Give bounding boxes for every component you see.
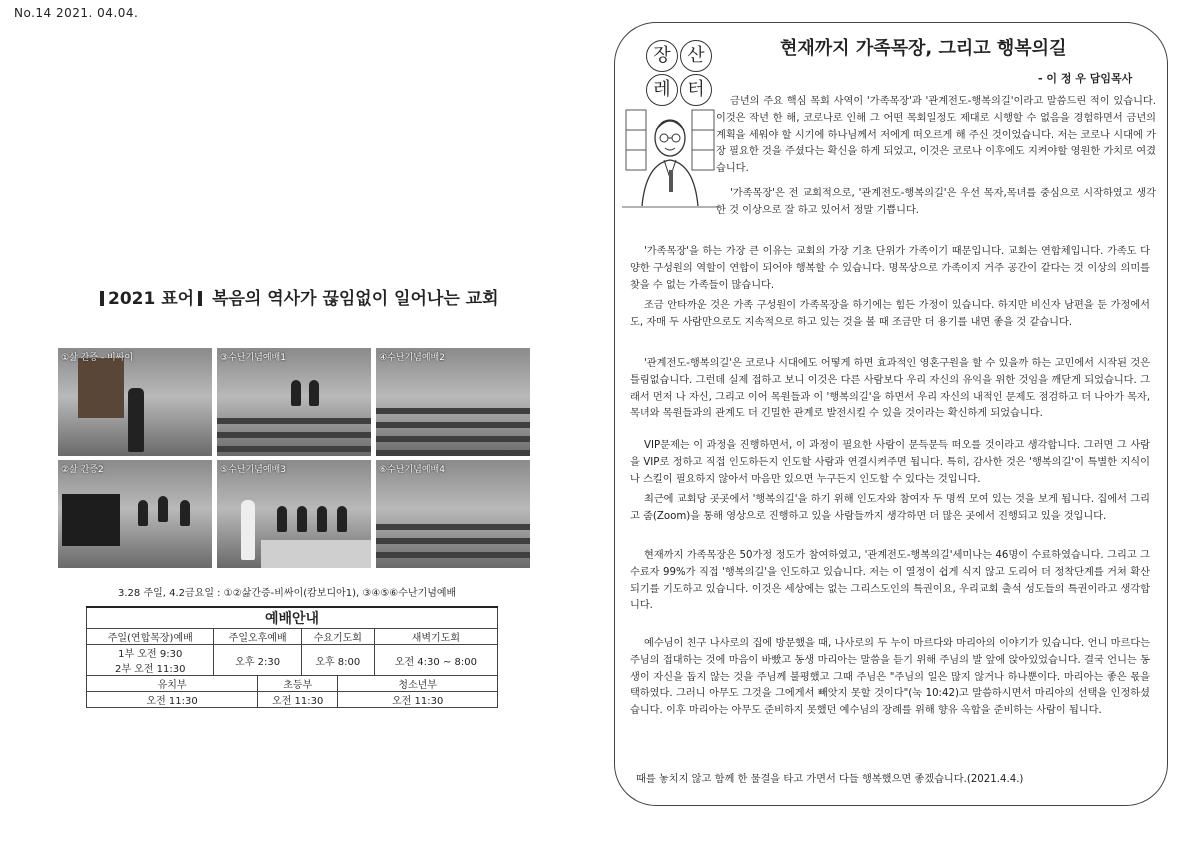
service-header: 주일오후예배: [214, 629, 301, 645]
department-time: 오전 11:30: [258, 692, 338, 708]
letter-paragraph: 예수님이 친구 나사로의 집에 방문했을 때, 나사로의 두 누이 마르다와 마리아의 이야기가 있습니다. 언니 마르다는 주님의 접대하는 것에 마음이 바빴고 동생 마리아는 말씀을 듣기 위해 주님의 발 앞에 앉아있었습니다. 결국 언니는 동생이 자신을 돕지 않는 것을 주님께 불평했고 그때 주님은 "주님의 일은 많지 않거나 하나뿐이다. 마리아는 좋은 몫을 택하였다. 그러니 아무도 그것을 그에게서 빼앗지 못할 것이다"(눅 10:42)고 말씀하시면서 마리아의 선택을 인정하셨습니다. 이후 마리아는 아무도 준비하지 못했던 예수님의 장례를 위해 향유 옥합을 준비하는 사람이 됩니다.: [630, 638, 1150, 717]
pew: [217, 446, 371, 452]
pew: [376, 450, 530, 456]
department-time: 오전 11:30: [87, 692, 258, 708]
photo-caption-2: ②삶 간증2: [61, 465, 104, 475]
pastor-portrait-illustration: [622, 108, 718, 208]
service-schedule-title: 예배안내: [87, 607, 498, 629]
letter-badge: 장: [646, 40, 678, 72]
figure: [317, 506, 327, 532]
figure: [309, 380, 319, 406]
photo-caption-5: ⑤수난기념예배3: [220, 465, 286, 475]
service-time-line: 1부 오전 9:30: [118, 649, 183, 660]
photo-collage: [58, 348, 530, 572]
department-header: 청소년부: [338, 676, 498, 692]
letter-author: - 이 정 우 담임목사: [1038, 72, 1133, 85]
pulpit: [78, 358, 124, 418]
pew: [376, 408, 530, 414]
service-time: [87, 645, 214, 676]
figure: [277, 506, 287, 532]
service-header: 새벽기도회: [374, 629, 497, 645]
service-schedule-table: [86, 606, 498, 708]
letter-closing: 때를 놓치지 않고 함께 한 물결을 타고 가면서 다들 행복했으면 좋겠습니다.(2021.4.4.): [636, 774, 1024, 785]
figure: [158, 496, 168, 522]
pew: [217, 418, 371, 424]
church-motto: [100, 284, 499, 309]
photo-testimony-2: [58, 460, 212, 568]
photo-caption-1: ①삶 간증 - 비싸이: [61, 353, 134, 363]
motto-bar-left: [100, 291, 104, 306]
piano: [62, 494, 120, 546]
pew: [217, 432, 371, 438]
department-header: 유치부: [87, 676, 258, 692]
pew: [376, 436, 530, 442]
letter-paragraph: '가족목장'은 전 교회적으로, '관계전도-행복의길'은 우선 목자,목녀를 중심으로 시작하였고 생각한 것 이상으로 잘 하고 있어서 정말 기쁩니다.: [716, 188, 1156, 216]
motto-bar-right: [198, 291, 202, 306]
pew: [376, 524, 530, 530]
pew: [376, 422, 530, 428]
pew: [376, 552, 530, 558]
pew: [376, 538, 530, 544]
photo-passion-service-1: [217, 348, 371, 456]
motto-text: 복음의 역사가 끊임없이 일어나는 교회: [212, 289, 499, 309]
figure: [180, 500, 190, 526]
letter-paragraph: VIP문제는 이 과정을 진행하면서, 이 과정이 필요한 사람이 문득문득 떠오를 것이라고 생각합니다. 그러면 그 사람을 VIP로 정하고 직접 인도하든지 인도할 사람과 연결시켜주면 됩니다. 특히, 감사한 것은 '행복의길'이 특별한 지식이나 스킬이 필요하지 않아서 마음만 있으면 누구든지 인도할 수 있다는 것입니다.: [630, 440, 1150, 485]
service-header: 주일(연합목장)예배: [87, 629, 214, 645]
motto-year: 2021 표어: [108, 289, 195, 309]
photo-caption-6: ⑥수난기념예배4: [379, 465, 445, 475]
photo-caption-3: ③수난기념예배1: [220, 353, 286, 363]
letter-badge: 레: [646, 74, 678, 106]
table: [261, 540, 371, 568]
letter-title: 현재까지 가족목장, 그리고 행복의길: [780, 38, 1067, 59]
letter-paragraph: '가족목장'을 하는 가장 큰 이유는 교회의 가장 기초 단위가 가족이기 때문입니다. 교회는 연합체입니다. 가족도 다양한 구성원의 역할이 연합이 되어야 행복할 수 있습니다. 명목상으로 가족이지 거주 공간이 같다는 것 이상의 의미를 찾을 수 없는 가족들이 많습니다.: [630, 246, 1150, 291]
robed-figure: [241, 500, 255, 560]
letter-badge: 산: [680, 40, 712, 72]
figure: [297, 506, 307, 532]
department-time: 오전 11:30: [338, 692, 498, 708]
service-time-line: 2부 오전 11:30: [114, 664, 186, 675]
letter-badge: 터: [680, 74, 712, 106]
photo-passion-service-3: [217, 460, 371, 568]
photo-passion-service-2: [376, 348, 530, 456]
photo-testimony-1: [58, 348, 212, 456]
photo-passion-service-4: [376, 460, 530, 568]
letter-paragraph: 현재까지 가족목장은 50가정 정도가 참여하였고, '관계전도-행복의길'세미나는 46명이 수료하였습니다. 그리고 그 수료자 99%가 직접 '행복의길'을 인도하고 있습니다. 저는 이 열정이 쉽게 식지 않고 도리어 더 정착단계를 거쳐 확산되기를 기도하고 있습니다. 이것은 세상에는 없는 그리스도인의 특권이요, 우리교회 출석 성도들의 특권이라고 생각합니다.: [630, 550, 1150, 612]
photo-description: 3.28 주일, 4.2금요일 : ①②삶간증-비싸이(캄보디아1), ③④⑤⑥수난기념예배: [118, 588, 457, 599]
service-header: 수요기도회: [301, 629, 374, 645]
issue-number: No.14 2021. 04.04.: [14, 6, 139, 20]
letter-paragraph: 금년의 주요 핵심 목회 사역이 '가족목장'과 '관계전도-행복의길'이라고 말씀드린 적이 있습니다. 이것은 작년 한 해, 코로나로 인해 그 어떤 목회일정도 제대로 시행할 수 없음을 경험하면서 금년의 계획을 세워야 할 시기에 하나님께서 저에게 떠오르게 해 주신 것이었습니다. 저는 코로나 시대에 가장 필요한 것을 주셨다는 확신을 하게 되었고, 이것은 코로나 이후에도 지켜야할 영원한 가치로 여겼습니다.: [716, 96, 1156, 175]
figure: [291, 380, 301, 406]
letter-paragraph: '관계전도-행복의길'은 코로나 시대에도 어떻게 하면 효과적인 영혼구원을 할 수 있을까 하는 고민에서 시작된 것은 틀림없습니다. 그런데 실제 접하고 보니 이것은 다른 사람보다 우리 자신의 유익을 위한 것임을 깨닫게 되었습니다. 그래서 먼저 나 자신, 그리고 이어 목원들과 이 '행복의길'을 하면서 우리 자신의 내적인 문제도 점검하고 더 나아가 목자,목녀와 목원들과의 관계도 더 긴밀한 관계로 발전시킬 수 있을 것이라는 확신하게 되었습니다.: [630, 358, 1150, 420]
service-time: 오후 8:00: [301, 645, 374, 676]
speaker-figure: [128, 388, 144, 452]
letter-paragraph: 조금 안타까운 것은 가족 구성원이 가족목장을 하기에는 힘든 가정이 있습니다. 하지만 비신자 남편을 둔 가정에서도, 자매 두 사람만으로도 지속적으로 하고 있는 것을 볼 때 조금만 더 용기를 내면 좋을 것 같습니다.: [630, 300, 1150, 328]
service-time: 오후 2:30: [214, 645, 301, 676]
figure: [138, 500, 148, 526]
figure: [337, 506, 347, 532]
photo-caption-4: ④수난기념예배2: [379, 353, 445, 363]
service-time: 오전 4:30 ~ 8:00: [374, 645, 497, 676]
letter-paragraph: 최근에 교회당 곳곳에서 '행복의길'을 하기 위해 인도자와 참여자 두 명씩 모여 있는 것을 보게 됩니다. 집에서 그리고 줌(Zoom)을 통해 영상으로 진행하고 있을 사람들까지 생각하면 더 많은 곳에서 진행되고 있을 것입니다.: [630, 494, 1150, 522]
department-header: 초등부: [258, 676, 338, 692]
